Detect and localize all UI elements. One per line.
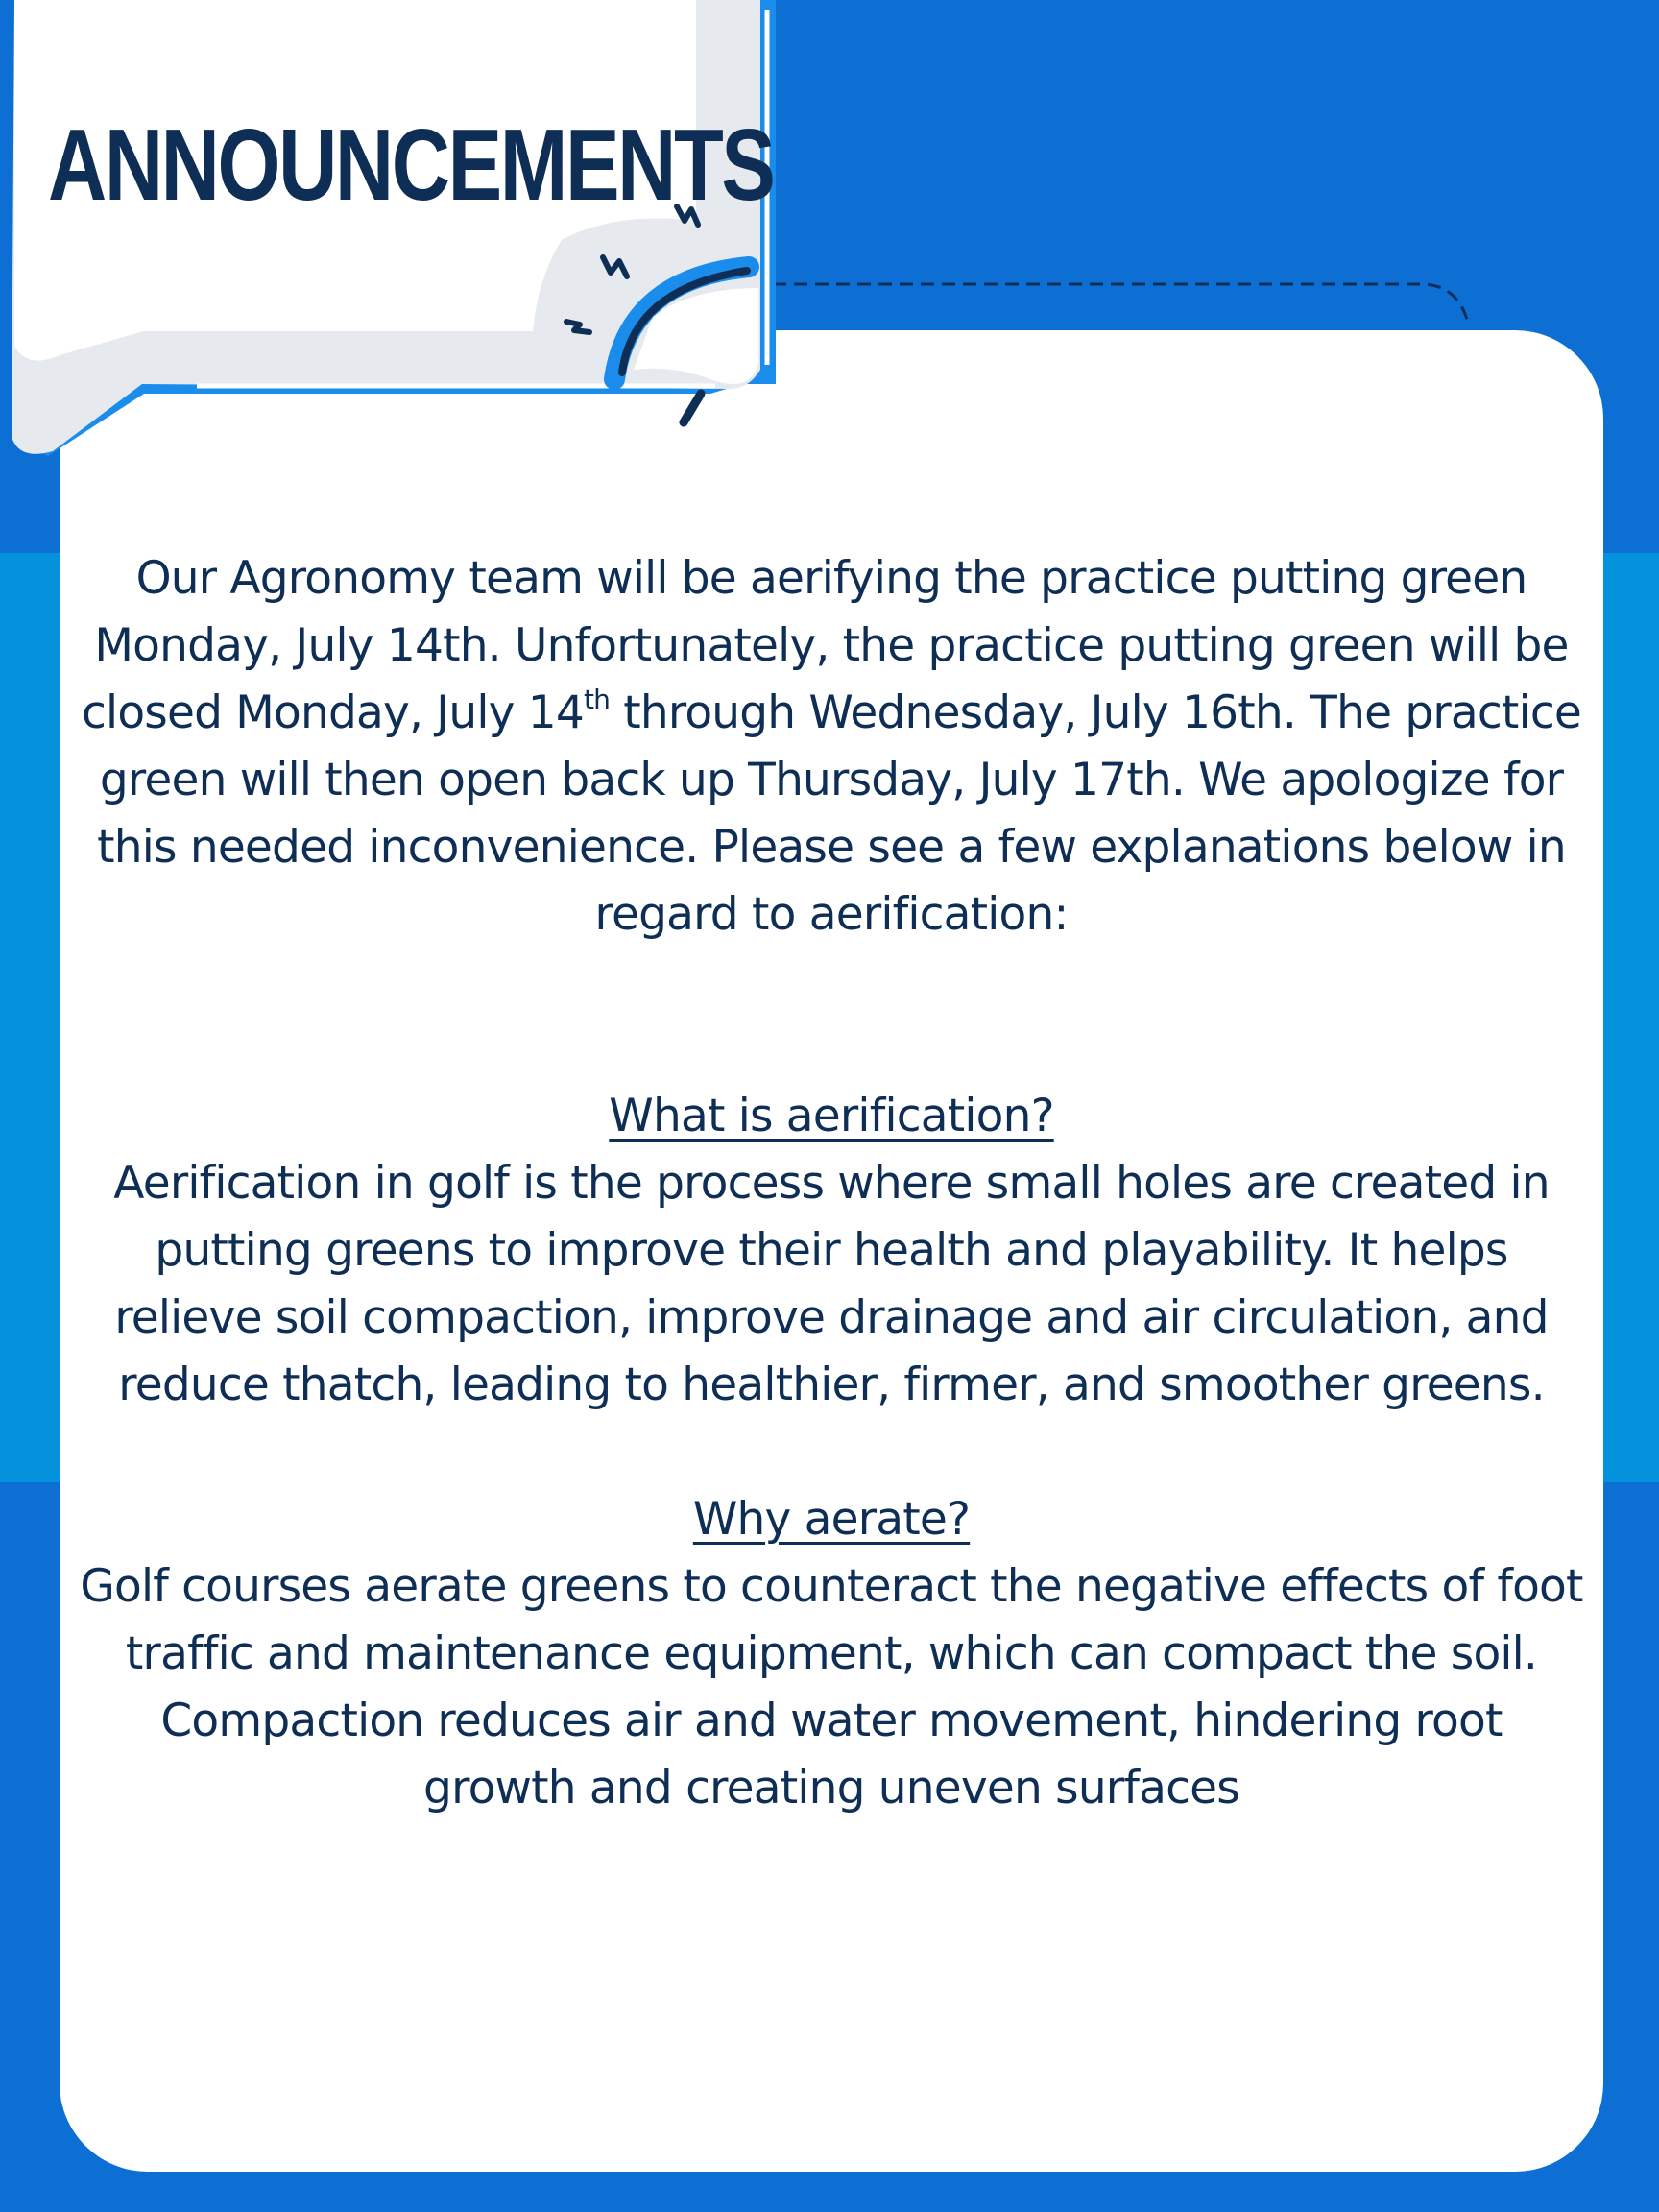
header-speech-bubble (0, 0, 797, 499)
intro-paragraph (79, 545, 1584, 949)
corner-tick (684, 394, 701, 422)
section-why-aerate (79, 1486, 1584, 1822)
intro-text-part2: through Wednesday, July 16th. The practice green will then open back up Thursday, July 17th. We apologize for this needed inconvenience. Please see a few explanations below in regard to aerification: (97, 686, 1581, 941)
announcement-content (79, 545, 1584, 1822)
intro-text-part1: Our Agronomy team will be aerifying the practice putting green Monday, July 14th. Unfortunately, the practice putting green will be closed Monday, July 14 (82, 552, 1569, 739)
section-heading: What is aerification? (609, 1090, 1054, 1142)
section-body: Golf courses aerate greens to counteract the negative effects of foot traffic and maintenance equipment, which can compact the soil. Compaction reduces air and water movement, hindering root growth and creating uneven surfaces (80, 1560, 1583, 1815)
section-what-is-aerification (79, 1083, 1584, 1419)
intro-superscript: th (583, 684, 611, 715)
section-heading: Why aerate? (692, 1493, 971, 1546)
page-title: ANNOUNCEMENTS (48, 108, 774, 222)
section-body: Aerification in golf is the process where small holes are created in putting greens to improve their health and playability. It helps relieve soil compaction, improve drainage and air circulation, and reduce thatch, leading to healthier, firmer, and smoother greens. (113, 1157, 1550, 1411)
